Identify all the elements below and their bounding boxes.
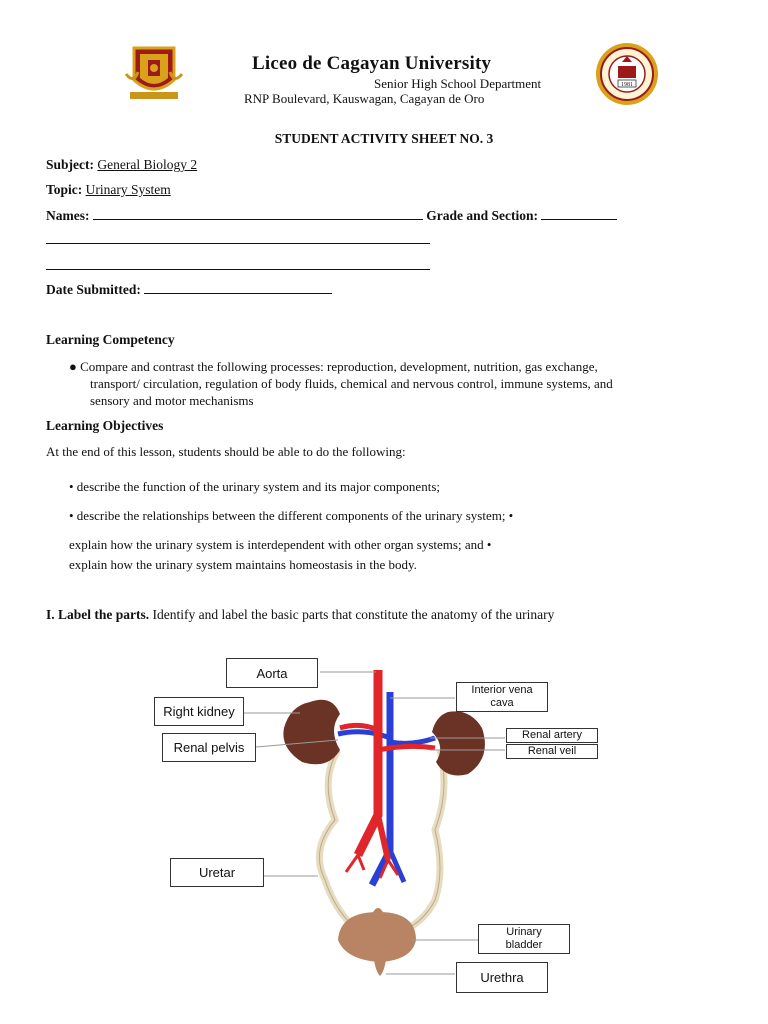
date-blank[interactable] bbox=[144, 281, 332, 294]
bladder-shape bbox=[338, 912, 416, 962]
names-row bbox=[46, 207, 617, 224]
objective-item: explain how the urinary system maintains homeostasis in the body. bbox=[69, 557, 417, 572]
label-urethra: Urethra bbox=[456, 962, 548, 993]
university-name: Liceo de Cagayan University bbox=[252, 53, 492, 74]
label-right-kidney: Right kidney bbox=[154, 697, 244, 726]
right-ureter bbox=[405, 750, 444, 930]
label-bladder-line-2: bladder bbox=[505, 939, 543, 951]
competency-line-2: transport/ circulation, regulation of body fluids, chemical and nervous control, immune systems, and bbox=[90, 376, 613, 391]
subject-value: General Biology 2 bbox=[97, 157, 198, 172]
grade-blank[interactable] bbox=[541, 207, 617, 220]
names-label: Names: bbox=[46, 208, 90, 223]
date-label: Date Submitted: bbox=[46, 282, 141, 297]
label-aorta: Aorta bbox=[226, 658, 318, 688]
topic-label: Topic: bbox=[46, 182, 83, 197]
subject-row bbox=[46, 157, 197, 173]
label-ivc-line-2: cava bbox=[490, 697, 514, 709]
competency-heading: Learning Competency bbox=[46, 332, 175, 347]
seal-year: 1981 bbox=[621, 82, 633, 88]
objective-item: • describe the relationships between the different components of the urinary system; • bbox=[69, 508, 514, 523]
grade-label: Grade and Section: bbox=[426, 208, 539, 223]
objectives-heading: Learning Objectives bbox=[46, 418, 164, 433]
left-kidney-shape bbox=[432, 711, 485, 775]
address: RNP Boulevard, Kauswagan, Cagayan de Oro bbox=[244, 91, 485, 106]
label-urinary-bladder bbox=[478, 924, 570, 954]
competency-line-3: sensory and motor mechanisms bbox=[90, 393, 254, 408]
label-renal-veil: Renal veil bbox=[506, 744, 598, 759]
topic-row bbox=[46, 182, 171, 198]
subject-label: Subject: bbox=[46, 157, 94, 172]
objectives-intro: At the end of this lesson, students should be able to do the following: bbox=[46, 444, 406, 459]
urethra-shape bbox=[374, 960, 386, 976]
date-row bbox=[46, 281, 332, 298]
label-renal-pelvis: Renal pelvis bbox=[162, 733, 256, 762]
left-ureter bbox=[319, 750, 355, 928]
names-blank-3[interactable] bbox=[46, 257, 430, 270]
aorta-path bbox=[358, 670, 378, 855]
part1-row bbox=[46, 607, 554, 623]
label-renal-artery: Renal artery bbox=[506, 728, 598, 743]
sheet-title: STUDENT ACTIVITY SHEET NO. 3 bbox=[274, 131, 494, 146]
left-logo bbox=[124, 44, 184, 100]
objective-item: • describe the function of the urinary system and its major components; bbox=[69, 479, 440, 494]
names-blank[interactable] bbox=[93, 207, 423, 220]
right-seal bbox=[594, 42, 660, 106]
names-blank-2[interactable] bbox=[46, 231, 430, 244]
department-name: Senior High School Department bbox=[374, 76, 542, 91]
label-bladder-line-1: Urinary bbox=[506, 926, 542, 938]
topic-value: Urinary System bbox=[85, 182, 171, 197]
objective-item: explain how the urinary system is interdependent with other organ systems; and • bbox=[69, 537, 492, 552]
label-ivc-line-1: Interior vena bbox=[471, 684, 533, 696]
label-interior-vena-cava bbox=[456, 682, 548, 712]
label-uretar: Uretar bbox=[170, 858, 264, 887]
right-kidney-shape bbox=[283, 700, 340, 765]
competency-line-1: ● Compare and contrast the following processes: reproduction, development, nutrition, gas exchange, bbox=[69, 359, 598, 374]
part1-label: I. Label the parts. bbox=[46, 607, 150, 622]
part1-instruction: Identify and label the basic parts that constitute the anatomy of the urinary bbox=[149, 607, 555, 622]
